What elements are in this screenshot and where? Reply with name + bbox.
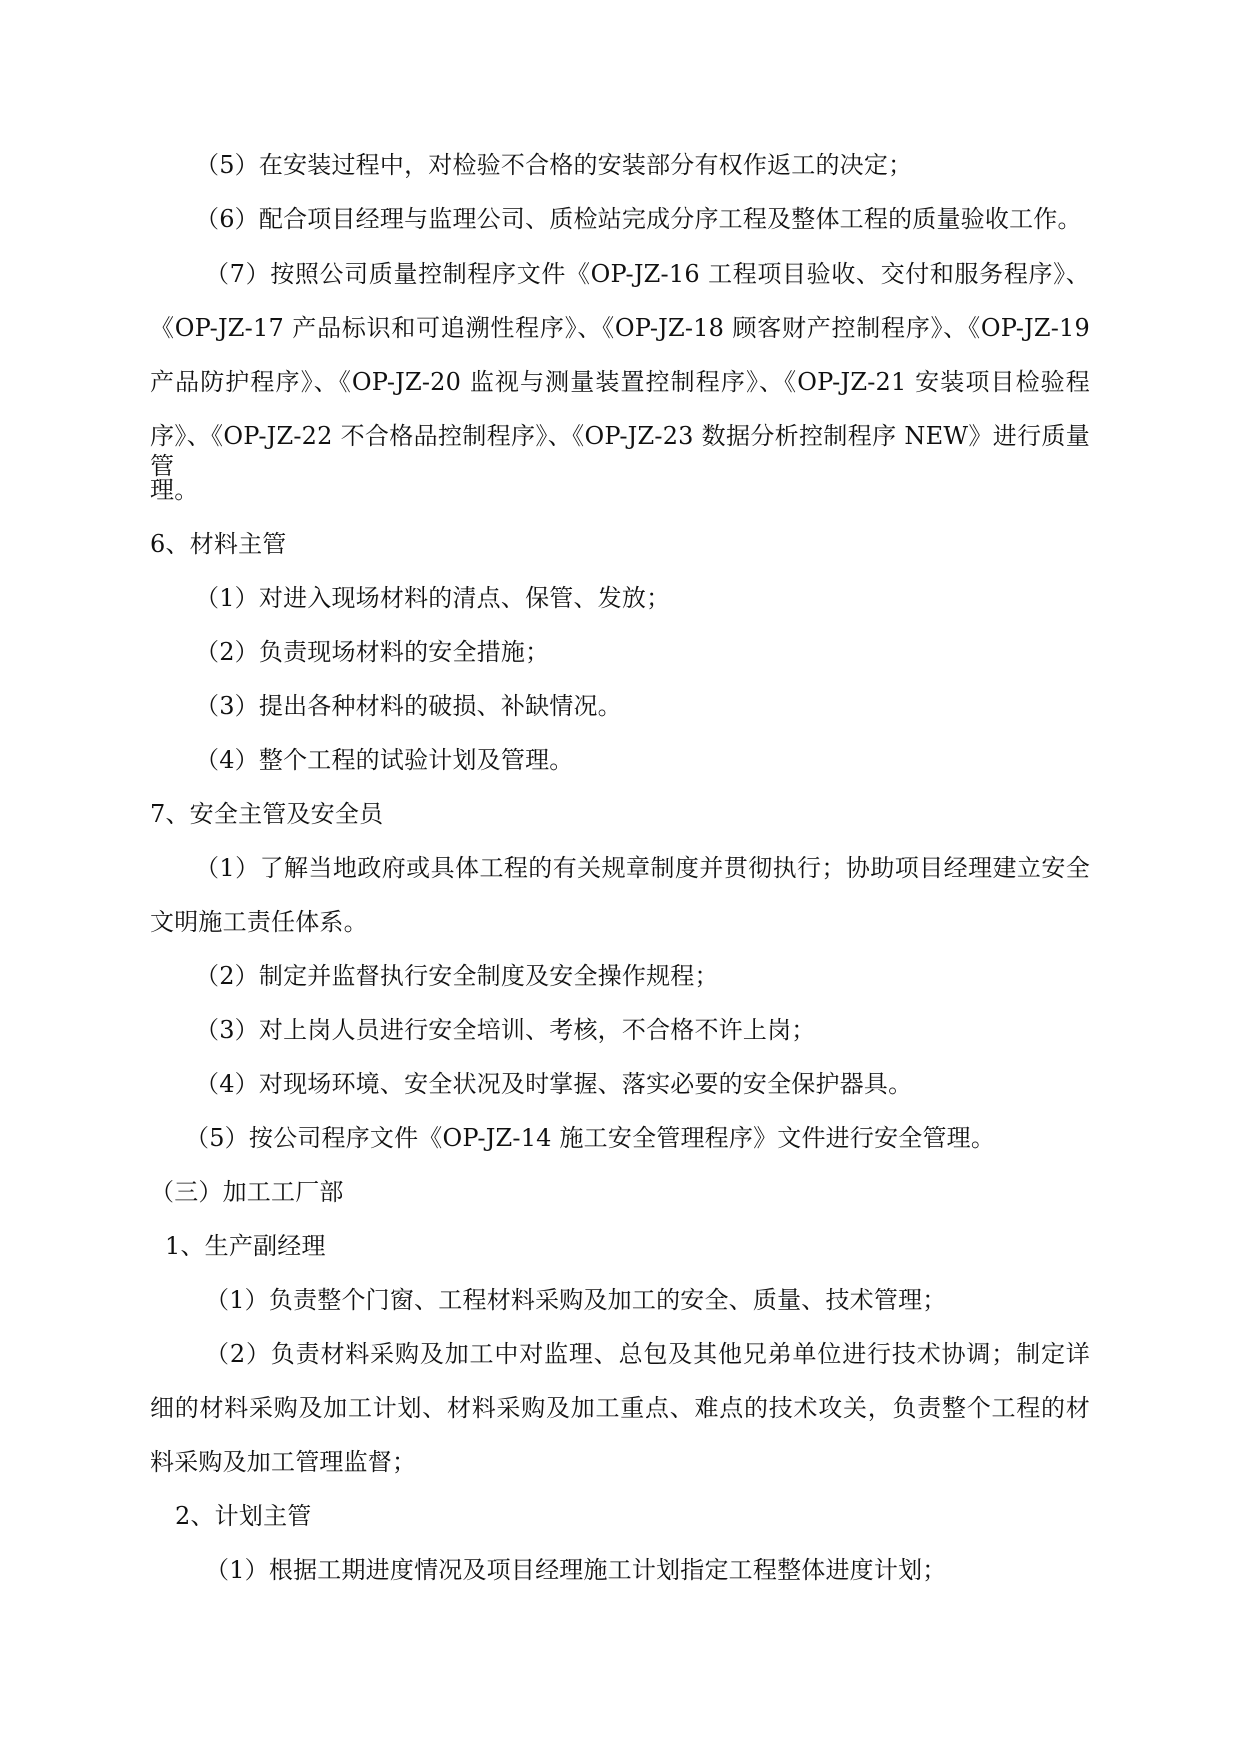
para-line-5: 产品防护程序》、《OP-JZ-20 监视与测量装置控制程序》、《OP-JZ-21 安装项目检验程 (150, 368, 1090, 396)
section-heading-3: （三）加工工厂部 (150, 1178, 344, 1206)
para-line-6: 序》、《OP-JZ-22 不合格品控制程序》、《OP-JZ-23 数据分析控制程序 NEW》进行质量管 (150, 422, 1090, 480)
para-line-27: （1）根据工期进度情况及项目经理施工计划指定工程整体进度计划； (205, 1556, 947, 1584)
para-line-9: （1）对进入现场材料的清点、保管、发放； (195, 584, 671, 612)
para-line-3: （7）按照公司质量控制程序文件《OP-JZ-16 工程项目验收、交付和服务程序》、 (205, 260, 1090, 288)
para-line-15: 文明施工责任体系。 (150, 908, 368, 936)
para-line-1: （5）在安装过程中，对检验不合格的安装部分有权作返工的决定； (195, 151, 913, 179)
section-heading-7: 7、安全主管及安全员 (150, 800, 384, 828)
section-heading-6: 6、材料主管 (150, 530, 287, 558)
para-line-16: （2）制定并监督执行安全制度及安全操作规程； (195, 962, 719, 990)
para-line-17: （3）对上岗人员进行安全培训、考核，不合格不许上岗； (195, 1016, 816, 1044)
para-line-14: （1）了解当地政府或具体工程的有关规章制度并贯彻执行；协助项目经理建立安全 (195, 854, 1090, 882)
para-line-18: （4）对现场环境、安全状况及时掌握、落实必要的安全保护器具。 (195, 1070, 913, 1098)
subsection-heading-1: 1、生产副经理 (165, 1232, 326, 1260)
para-line-24: 细的材料采购及加工计划、材料采购及加工重点、难点的技术攻关，负责整个工程的材 (150, 1394, 1090, 1422)
para-line-10: （2）负责现场材料的安全措施； (195, 638, 550, 666)
para-line-22: （1）负责整个门窗、工程材料采购及加工的安全、质量、技术管理； (205, 1286, 947, 1314)
para-line-25: 料采购及加工管理监督； (150, 1448, 417, 1476)
para-line-11: （3）提出各种材料的破损、补缺情况。 (195, 692, 622, 720)
subsection-heading-2: 2、计划主管 (175, 1502, 312, 1530)
para-line-23: （2）负责材料采购及加工中对监理、总包及其他兄弟单位进行技术协调；制定详 (205, 1340, 1090, 1368)
para-line-7: 理。 (150, 476, 199, 504)
para-line-2: （6）配合项目经理与监理公司、质检站完成分序工程及整体工程的质量验收工作。 (195, 205, 1082, 233)
para-line-19: （5）按公司程序文件《OP-JZ-14 施工安全管理程序》文件进行安全管理。 (185, 1124, 996, 1152)
para-line-12: （4）整个工程的试验计划及管理。 (195, 746, 574, 774)
para-line-4: 《OP-JZ-17 产品标识和可追溯性程序》、《OP-JZ-18 顾客财产控制程序》、《OP-JZ-19 (150, 314, 1090, 342)
